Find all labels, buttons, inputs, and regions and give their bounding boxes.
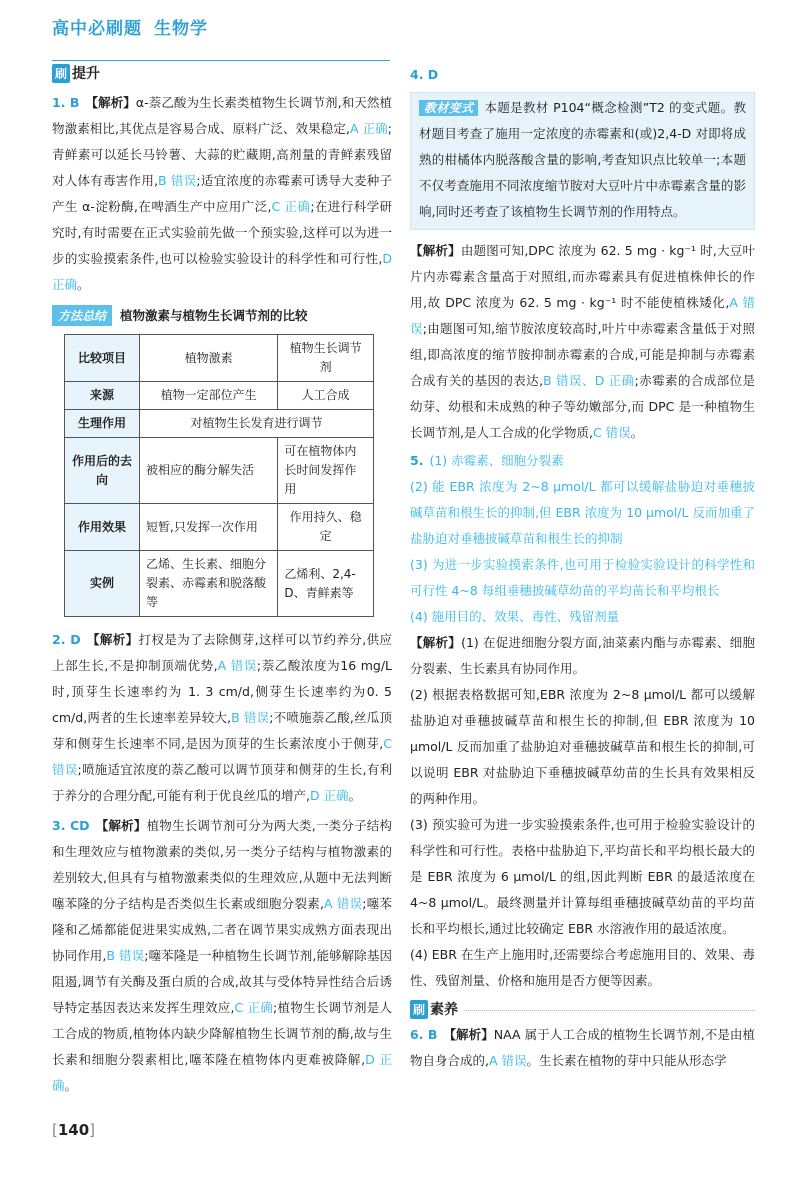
text: 。 [348,788,362,803]
text: 打杈是为了去除侧芽,这样可以节约养分,供应上部生长,不是抑制顶端优势, [52,632,392,673]
section-badge: 刷 [52,64,70,83]
text: ;萘乙酸浓度为16 mg/L时,顶芽生长速率约为 1. 3 cm/d,侧芽生长速率约为0. 5 cm/d,两者的生长速率差异较大, [52,658,392,725]
table-row-header: 来源 [65,382,140,410]
analysis-tag: 【解析】 [410,635,462,650]
book-title: 高中必刷题 [52,19,142,39]
table-row [65,438,374,504]
question-2-explanation [52,627,392,809]
table-header-cell: 植物生长调节剂 [278,335,374,382]
section-header-improve [52,62,392,84]
table-row [65,551,374,617]
question-number: 6. B [410,1027,438,1042]
text: (1) 在促进细胞分裂方面,油菜素内酯与赤霉素、细胞分裂素、生长素具有协同作用。 [410,635,755,676]
method-title: 植物激素与植物生长调节剂的比较 [120,308,308,323]
section-title: 素养 [430,1002,459,1018]
option-verdict: D 正确 [309,788,349,803]
text: ;在进行科学研究时,有时需要在正式实验前先做一个预实验,这样可以为进一步的实验摸索条件,也可以检验实验设计的科学性和可行性, [52,199,393,266]
text: ;植物生长调节剂是人工合成的物质,植物体内缺少降解植物生长调节剂的酶,故与生长素和细胞分裂素相比,噻苯隆在植物体内更难被降解, [52,1000,392,1067]
text: ;青鲜素可以延长马铃薯、大蒜的贮藏期,高剂量的青鲜素残留对人体有毒害作用, [52,121,392,188]
section-title: 提升 [72,66,101,82]
table-row [65,382,374,410]
header-divider [52,60,390,61]
table-cell: 对植物生长发育进行调节 [140,410,374,438]
text: NAA 属于人工合成的植物生长调节剂,不是由植物自身合成的, [410,1027,755,1068]
table-row [65,410,374,438]
question-number: 5. [410,453,424,468]
subject-title: 生物学 [154,19,208,39]
comparison-table [64,334,374,617]
method-badge: 方法总结 [52,305,112,326]
option-verdict: A 正确 [349,121,388,136]
option-verdict: A 错误 [488,1053,527,1068]
option-verdict: D 正确 [52,251,392,292]
text: ;由题图可知,缩节胺浓度较高时,叶片中赤霉素含量低于对照组,即高浓度的缩节胺抑制赤霉素的合成,可能是抑制与赤霉素合成有关的基因的表达, [410,321,755,388]
option-verdict: B 错误 [106,948,145,963]
method-summary-header [52,304,392,326]
textbook-variant-label: 教材变式 [419,100,478,116]
question-5-explanation [410,448,755,994]
text: 。 [64,1078,78,1093]
section-badge: 刷 [410,1000,428,1019]
analysis-tag: 【解析】 [410,243,461,258]
page-number-value: 140 [57,1121,90,1139]
text: ;噻苯隆是一种植物生长调节剂,能够解除基因阻遏,调节有关酶及蛋白质的合成,故其与受体特异性结合后诱导特定基因表达来发挥生理效应, [52,948,392,1015]
textbook-variant-text: 本题是教材 P104“概念检测”T2 的变式题。教材题目考查了施用一定浓度的赤霉素和(或)2,4-D 对即将成熟的柑橘体内脱落酸含量的影响,考查知识点比较单一;本题不仅考查施用不同浓度缩节胺对大豆叶片中赤霉素含量的影响,同时还考查了该植物生长调节剂的作用特点。 [419,100,746,219]
table-cell: 可在植物体内长时间发挥作用 [278,438,374,504]
text: 植物生长调节剂可分为两大类,一类分子结构和生理效应与植物激素的类似,另一类分子结构与植物激素的差别较大,但具有与植物激素类似的生理效应,从题中无法判断噻苯隆的分子结构是否类似生长素或细胞分裂素, [52,818,392,911]
text: ;适宜浓度的赤霉素可诱导大麦种子产生 α-淀粉酶,在啤酒生产中应用广泛, [52,173,392,214]
dotted-divider [464,1010,755,1011]
analysis-tag: 【解析】 [95,818,147,833]
answer-part: (3) 为进一步实验摸索条件,也可用于检验实验设计的科学性和可行性 4~8 每组垂穗披碱草幼苗的平均苗长和平均根长 [410,557,755,598]
text: (2) 根据表格数据可知,EBR 浓度为 2~8 μmol/L 都可以缓解盐胁迫对垂穗披碱草苗和根生长的抑制,但 EBR 浓度为 10 μmol/L 反而加重了盐胁迫对垂穗披碱草苗和根生长的抑制,可以说明 EBR 对盐胁迫下垂穗披碱草幼苗的生长具有效果相反的两种作用。 [410,687,755,806]
option-verdict: B 错误 [543,373,582,388]
table-cell: 乙烯、生长素、细胞分裂素、赤霉素和脱落酸等 [140,551,278,617]
table-cell: 植物一定部位产生 [140,382,278,410]
option-verdict: A 错误 [323,896,363,911]
question-1-explanation [52,90,392,298]
text: 。 [630,425,644,440]
text: 、 [581,373,595,388]
option-verdict: C 正确 [234,1000,273,1015]
question-6-explanation [410,1022,755,1074]
option-verdict: C 正确 [271,199,311,214]
question-number: 1. B [52,95,80,110]
table-row-header: 作用后的去向 [65,438,140,504]
analysis-tag: 【解析】 [86,632,139,647]
question-number: 3. CD [52,818,90,833]
table-row [65,504,374,551]
text: 。 [77,277,90,292]
analysis-tag: 【解析】 [443,1027,494,1042]
table-cell: 人工合成 [278,382,374,410]
page-number: [140] [52,1121,96,1139]
question-4-explanation [410,62,755,446]
text: 由题图可知,DPC 浓度为 62. 5 mg · kg⁻¹ 时,大豆叶片内赤霉素含量高于对照组,而赤霉素具有促进植株伸长的作用,故 DPC 浓度为 62. 5 mg · kg⁻¹ 时不能使植株矮化, [410,243,755,310]
table-row-header: 生理作用 [65,410,140,438]
left-column [52,62,392,1103]
answer-part: (2) 能 EBR 浓度为 2~8 μmol/L 都可以缓解盐胁迫对垂穗披碱草苗和根生长的抑制,但 EBR 浓度为 10 μmol/L 反而加重了盐胁迫对垂穗披碱草苗和根生长的抑制 [410,479,755,546]
table-cell: 短暂,只发挥一次作用 [140,504,278,551]
text: ;不喷施萘乙酸,丝瓜顶芽和侧芽生长速率不同,是因为顶芽的生长素浓度小于侧芽, [52,710,392,751]
table-cell: 被相应的酶分解失活 [140,438,278,504]
answer-part: (1) 赤霉素、细胞分裂素 [429,453,564,468]
table-row-header: 实例 [65,551,140,617]
answer-part: (4) 施用目的、效果、毒性、残留剂量 [410,609,620,624]
option-verdict: C 错误 [52,736,392,777]
option-verdict: B 错误 [158,173,197,188]
table-cell: 作用持久、稳定 [278,504,374,551]
option-verdict: C 错误 [592,425,631,440]
option-verdict: D 正确 [52,1052,392,1093]
option-verdict: A 错误 [217,658,257,673]
table-row-header: 作用效果 [65,504,140,551]
text: 。生长素在植物的芽中只能从形态学 [526,1053,727,1068]
option-verdict: A 错误 [410,295,756,336]
table-cell: 乙烯利、2,4-D、青鲜素等 [278,551,374,617]
question-number: 4. D [410,67,439,82]
option-verdict: D 正确 [594,373,635,388]
option-verdict: B 错误 [231,710,270,725]
analysis-tag: 【解析】 [85,95,136,110]
right-column [410,62,755,1074]
question-3-explanation [52,813,392,1099]
text: ;噻苯隆和乙烯都能促进果实成熟,二者在调节果实成熟方面表现出协同作用, [52,896,392,963]
text: α-萘乙酸为生长素类植物生长调节剂,和天然植物激素相比,其优点是容易合成、原料广泛、效果稳定, [52,95,392,136]
section-header-literacy [410,998,755,1020]
table-header-cell: 植物激素 [140,335,278,382]
table-header-cell: 比较项目 [65,335,140,382]
table-row [65,335,374,382]
page-header [52,14,208,39]
text: ;赤霉素的合成部位是幼芽、幼根和未成熟的种子等幼嫩部分,而 DPC 是一种植物生长调节剂,是人工合成的化学物质, [410,373,755,440]
question-number: 2. D [52,632,81,647]
textbook-variant-box [410,92,755,230]
text: (4) EBR 在生产上施用时,还需要综合考虑施用目的、效果、毒性、残留剂量、价格和施用是否方便等因素。 [410,947,755,988]
text: ;喷施适宜浓度的萘乙酸可以调节顶芽和侧芽的生长,有利于养分的合理分配,可能有利于优良丝瓜的增产, [52,762,392,803]
text: (3) 预实验可为进一步实验摸索条件,也可用于检验实验设计的科学性和可行性。表格中盐胁迫下,平均苗长和平均根长最大的是 EBR 浓度为 6 μmol/L 的组,因此判断 EBR 的最适浓度在 4~8 μmol/L。最终测量并计算每组垂穗披碱草幼苗的平均苗长和平均根长,通过比较确定 EBR 水溶液作用的最适浓度。 [410,817,755,936]
